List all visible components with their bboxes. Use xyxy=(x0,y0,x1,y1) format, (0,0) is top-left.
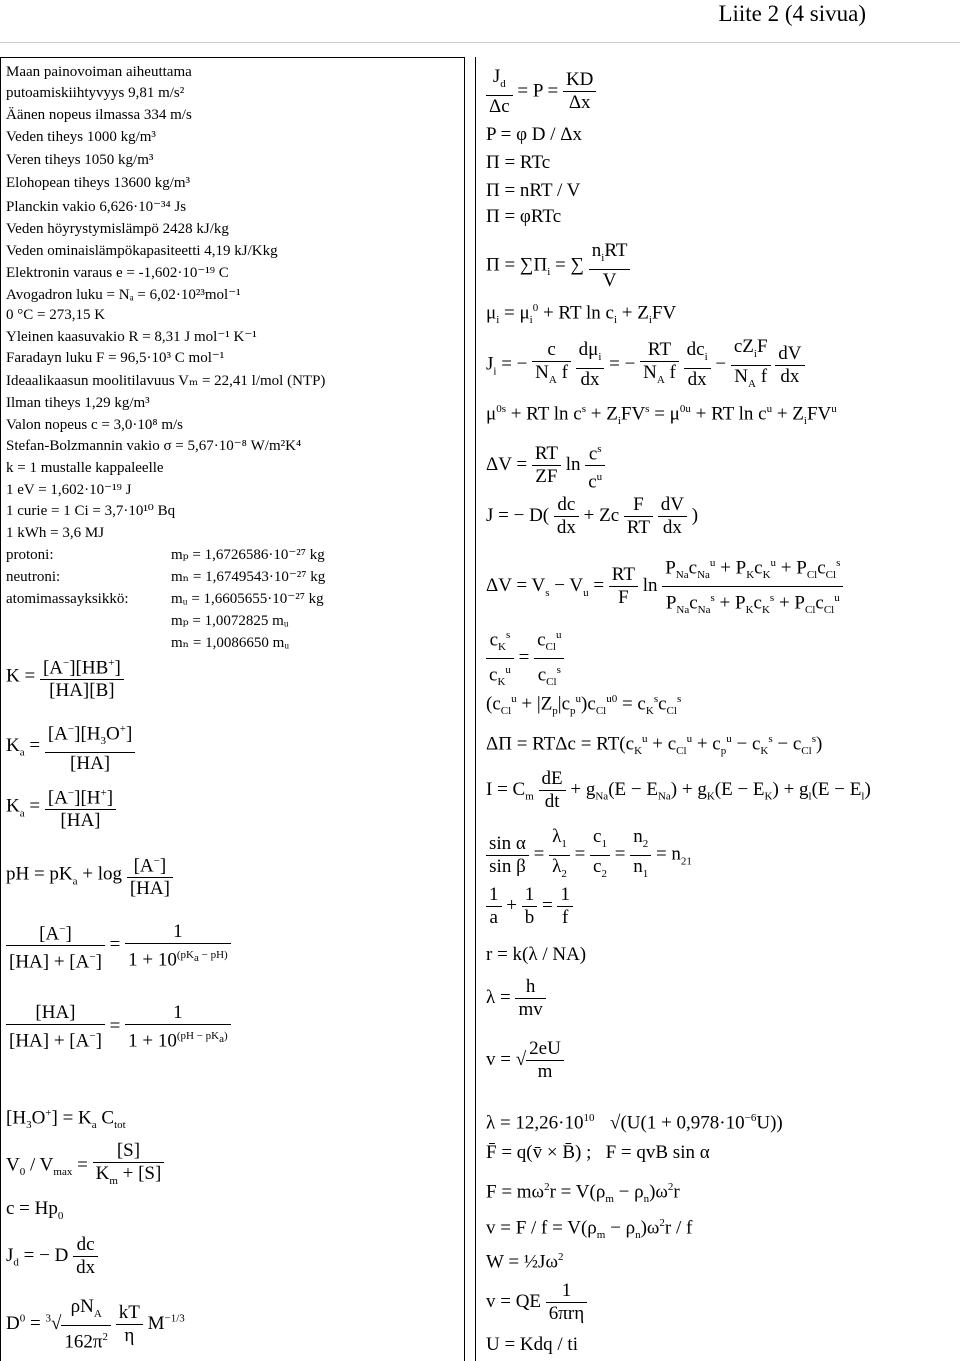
particle-label: atomimassayksikkö: xyxy=(6,591,129,607)
constant-line: Planckin vakio 6,626·10⁻³⁴ Js xyxy=(6,199,187,215)
equation-rotational-energy: $W = \frac{1}{2}J\omega^2$ xyxy=(486,1251,564,1273)
constant-line: Veden ominaislämpökapasiteetti 4,19 kJ/Kkg xyxy=(6,243,278,259)
equation-fick: $J_d$ = − D $\frac{dc}{dx}$ xyxy=(6,1234,98,1279)
equation-equilibrium-constant: K = $\frac{[A^-][HB^+]}{[HA][B]}$ xyxy=(6,652,124,702)
equation-permeability-phi: P = φ D / Δx xyxy=(486,124,583,145)
constant-line: k = 1 mustalle kappaleelle xyxy=(6,460,164,476)
constant-line: 0 °C = 273,15 K xyxy=(6,307,106,323)
page-title: Liite 2 (4 sivua) xyxy=(718,1,866,26)
particle-value: mₙ = 1,0086650 mᵤ xyxy=(171,635,290,651)
constant-line: Avogadron luku = Nₐ = 6,02·10²³mol⁻¹ xyxy=(6,287,241,303)
equation-donnan: $\frac{c_K^s}{c_K^u}$ = $\frac{c_{Cl}^u}{c_{Cl}^s}$ xyxy=(486,624,564,693)
equation-equilibrium-potential: $\mu^{0s}$ + RT $\ln c^s + Z_iFV^s = \mu^{0u}$ + RT $\ln c^u + Z_iFV^u$ xyxy=(486,403,837,428)
equation-electron-wavelength: $\lambda = 12,26\cdot 10^{10}$ $√(U(1 + 0,978\cdot 10^{-6}U))$ xyxy=(486,1112,783,1134)
equation-hydronium: $[H_3O^+] = K_a$ $C_{tot}$ xyxy=(6,1107,126,1132)
equation-osmotic-sum: $\Pi = \sum\Pi_i$ = ∑ $\frac{n_iRT}{V}$ xyxy=(486,240,630,292)
equation-goldman: $\Delta V = V_s - V_u$ = $\frac{RT}{F}$ ln $\frac{P_{Na}c_{Na}^u + P_Kc_K^u + P_{Cl}c_{Cl}^s}{P_{Na}c_{Na}^s + P_Kc_K^s + P_{Cl}c_{Cl}^u}$ xyxy=(486,552,843,621)
constant-line: 1 eV = 1,602·10⁻¹⁹ J xyxy=(6,482,132,498)
equation-donnan-protein: $(c_{Cl}^u + |Z_p|c_p^u)c_{Cl}^{u0} = c_K^sc_{Cl}^s$ xyxy=(486,693,682,718)
equation-michaelis-menten: $V_0 / V_{max}$ = $\frac{[S]}{K_m + [S]}$ xyxy=(6,1140,164,1192)
constant-line: Ideaalikaasun moolitilavuus Vₘ = 22,41 l/mol (NTP) xyxy=(6,373,326,389)
constant-line: Äänen nopeus ilmassa 334 m/s xyxy=(6,107,192,123)
equation-henry: $c = Hp_0$ xyxy=(6,1198,64,1222)
equation-acid-constant-short: $K_a$ = $\frac{[A^-][H^+]}{[HA]}$ xyxy=(6,782,116,832)
constant-line: Ilman tiheys 1,29 kg/m³ xyxy=(6,395,150,411)
page-header xyxy=(0,0,960,43)
equation-lorentz-force: F̄ = q(v̄ × B̄) ; F = qvB sin α xyxy=(486,1142,710,1163)
equation-flux: J = − D( $\frac{dc}{dx}$ + Zc $\frac{F}{RT}$ $\frac{dV}{dx}$ ) xyxy=(486,494,699,538)
equation-osmotic-pressure: Π = RTc xyxy=(486,152,551,173)
equation-de-broglie: λ = $\frac{h}{mv}$ xyxy=(486,976,546,1021)
equation-resolution: r = k(λ / NA) xyxy=(486,944,587,965)
constant-line: 1 curie = 1 Ci = 3,7·10¹⁰ Bq xyxy=(6,503,176,519)
constant-line: Faradayn luku F = 96,5·10³ C mol⁻¹ xyxy=(6,350,225,366)
equation-henderson-hasselbalch: pH = $pK_a + \log$ $\frac{[A^-]}{[HA]}$ xyxy=(6,850,173,900)
equation-potential: U = Kdq / ti xyxy=(486,1334,578,1355)
constant-line: Stefan-Bolzmannin vakio σ = 5,67·10⁻⁸ W/m²K⁴ xyxy=(6,438,302,454)
particle-label: neutroni: xyxy=(6,569,61,585)
constant-line: putoamiskiihtyvyys 9,81 m/s² xyxy=(6,85,185,101)
particle-value: mᵤ = 1,6605655·10⁻²⁷ kg xyxy=(171,591,324,607)
equation-sedimentation-velocity: $v = F / f = V(\rho_m - \rho_n)\omega^2r / f$ xyxy=(486,1217,693,1242)
constant-line: Elohopean tiheys 13600 kg/m³ xyxy=(6,175,191,191)
constant-line: Veden tiheys 1000 kg/m³ xyxy=(6,129,156,145)
particle-label: protoni: xyxy=(6,547,54,563)
equation-osmotic-coefficient: Π = φRTc xyxy=(486,206,562,227)
equation-donnan-osmotic: $\Delta\Pi = RT\Delta c = RT(c_K^u + c_{Cl}^u + c_p^u - c_K^s - c_{Cl}^s)$ xyxy=(486,733,823,758)
equation-permeability: $\frac{J_d}{\Delta c}$ = P = $\frac{KD}{\Delta x}$ xyxy=(486,66,596,118)
particle-value: mₚ = 1,6726586·10⁻²⁷ kg xyxy=(171,547,325,563)
equation-acid-constant: $K_a$ = $\frac{[A^-][H_3O^+]}{[HA]}$ xyxy=(6,718,135,775)
equation-snell: $\frac{\text{sin α}}{\text{sin β}}$ = $\frac{\lambda_1}{\lambda_2}$ = $\frac{c_1}{c_2}$ = $\frac{n_2}{n_1}$ = $n_{21}$ xyxy=(486,826,692,885)
equation-base-fraction: $\frac{[A^-]}{[HA] + [A^-]}$ = $\frac{1}{1 + 10^{(pK_a - pH)}}$ xyxy=(6,918,231,974)
constant-line: Maan painovoiman aiheuttama xyxy=(6,64,192,80)
equation-nernst-planck: $J_i$ = − $\frac{c}{N_A f}$ $\frac{d\mu_i}{dx}$ = − $\frac{RT}{N_A f}$ $\frac{dc_i}{dx}$ − $\frac{cZ_iF}{N_A f}$ $\frac{dV}{dx}$ xyxy=(486,336,805,395)
equation-velocity: v = √ $\frac{2eU}{m}$ xyxy=(486,1038,564,1083)
particle-value: mₚ = 1,0072825 mᵤ xyxy=(171,613,289,629)
particle-value: mₙ = 1,6749543·10⁻²⁷ kg xyxy=(171,569,326,585)
constant-line: 1 kWh = 3,6 MJ xyxy=(6,525,105,541)
equation-lens: $\frac{1}{a}$ + $\frac{1}{b}$ = $\frac{1}{f}$ xyxy=(486,884,573,929)
equation-membrane-current: $I = C_m$ $\frac{dE}{dt}$ + $g_{Na}(E - E_{Na}) + g_K(E - E_K) + g_l(E - E_l)$ xyxy=(486,768,871,812)
constant-line: Veren tiheys 1050 kg/m³ xyxy=(6,152,154,168)
constant-line: Elektronin varaus e = -1,602·10⁻¹⁹ C xyxy=(6,265,229,281)
equation-electrophoresis: v = QE $\frac{1}{\text{6πrη}}$ xyxy=(486,1280,587,1325)
equation-nernst: ΔV = $\frac{RT}{ZF}$ ln $\frac{c^s}{c^u}$ xyxy=(486,438,605,494)
constant-line: Valon nopeus c = 3,0·10⁸ m/s xyxy=(6,417,184,433)
equation-diffusion-coefficient: $D^0 = ^3√$ $\frac{\rho N_A}{162\pi^2}$ $\frac{kT}{\eta}$ $M^{-1/3}$ xyxy=(6,1296,185,1353)
equation-acid-fraction: $\frac{[HA]}{[HA] + [A^-]}$ = $\frac{1}{1 + 10^{(pH - pK_a)}}$ xyxy=(6,1002,231,1052)
equation-osmotic-pressure-n: Π = nRT / V xyxy=(486,180,581,201)
constant-line: Veden höyrystymislämpö 2428 kJ/kg xyxy=(6,221,229,237)
equation-electrochemical-potential: $\mu_i = \mu_i^0$ + RT $\ln c_i + Z_iFV$ xyxy=(486,302,677,327)
equation-centrifugal-force: $F = m\omega^2r = V(\rho_m - \rho_n)\omega^2r$ xyxy=(486,1181,680,1206)
column-divider xyxy=(475,57,476,1361)
constant-line: Yleinen kaasuvakio R = 8,31 J mol⁻¹ K⁻¹ xyxy=(6,329,257,345)
